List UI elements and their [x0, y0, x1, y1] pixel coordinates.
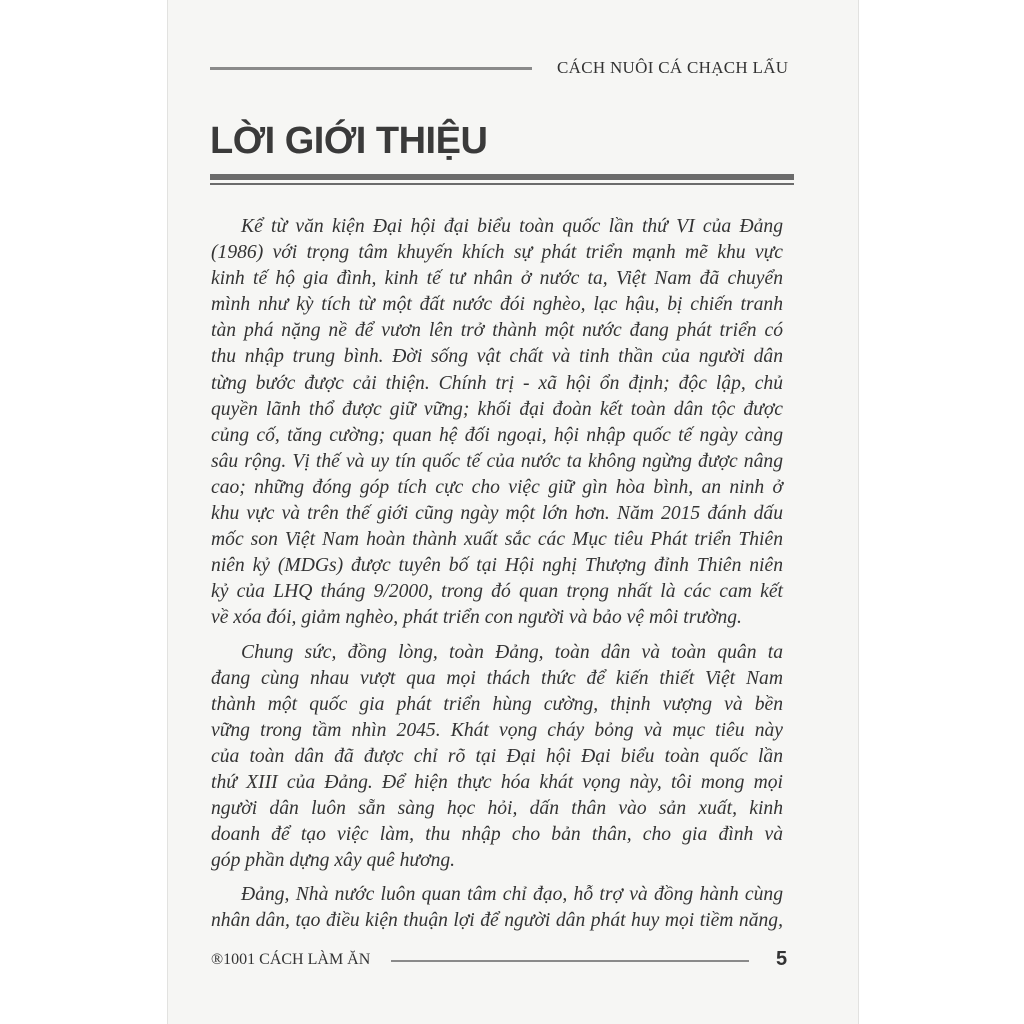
text-line: thu nhập trung bình. Đời sống vật chất và tinh thần của người dân — [211, 346, 783, 368]
page-number: 5 — [776, 948, 788, 970]
text-line: doanh để tạo việc làm, thu nhập cho bản thân, cho gia đình và — [211, 824, 783, 846]
title-rule-thick — [210, 174, 794, 180]
text-line: góp phần dựng xây quê hương. — [211, 850, 456, 872]
text-line: về xóa đói, giảm nghèo, phát triển con người và bảo vệ môi trường. — [211, 607, 742, 629]
paragraph — [211, 882, 783, 934]
text-line: củng cố, tăng cường; quan hệ đối ngoại, hội nhập quốc tế ngày càng — [211, 424, 783, 446]
text-line: từng bước được cải thiện. Chính trị - xã hội ổn định; độc lập, chủ — [211, 372, 783, 394]
text-line: niên kỷ (MDGs) được tuyên bố tại Hội nghị Thượng đỉnh Thiên niên — [211, 555, 783, 577]
footer-rule — [391, 960, 749, 962]
chapter-title: LỜI GIỚI THIỆU — [210, 120, 488, 162]
text-line: Chung sức, đồng lòng, toàn Đảng, toàn dân và toàn quân ta — [241, 641, 783, 663]
text-line: đang cùng nhau vượt qua mọi thách thức để kiến thiết Việt Nam — [211, 667, 783, 689]
text-line: của toàn dân đã được chỉ rõ tại Đại hội Đại biểu toàn quốc lần — [211, 745, 783, 767]
text-line: người dân luôn sẵn sàng học hỏi, dấn thân vào sản xuất, kinh — [211, 798, 783, 820]
text-line: tàn phá nặng nề để vươn lên trở thành một nước đang phát triển có — [211, 320, 783, 342]
paragraph — [211, 214, 783, 632]
text-line: kỷ của LHQ tháng 9/2000, trong đó quan trọng nhất là các cam kết — [211, 581, 783, 603]
header-rule — [210, 67, 532, 70]
text-line: cao; những đóng góp tích cực cho việc giữ gìn hòa bình, an ninh ở — [211, 476, 783, 498]
paragraph — [211, 640, 783, 875]
text-line: mốc son Việt Nam hoàn thành xuất sắc các Mục tiêu Phát triển Thiên — [211, 529, 783, 551]
text-line: thứ XIII của Đảng. Để hiện thực hóa khát vọng này, tôi mong mọi — [211, 771, 783, 793]
body-text — [211, 214, 783, 935]
text-line: (1986) với trọng tâm khuyến khích sự phát triển mạnh mẽ khu vực — [211, 242, 783, 264]
text-line: kinh tế hộ gia đình, kinh tế tư nhân ở nước ta, Việt Nam đã chuyển — [211, 268, 783, 290]
text-line: Đảng, Nhà nước luôn quan tâm chỉ đạo, hỗ trợ và đồng hành cùng — [241, 884, 783, 906]
running-head: CÁCH NUÔI CÁ CHẠCH LẤU — [557, 58, 789, 77]
text-line: thành một quốc gia phát triển hùng cường, thịnh vượng và bền — [211, 693, 783, 715]
title-rule-thin — [210, 183, 794, 185]
text-line: quyền lãnh thổ được giữ vững; khối đại đoàn kết toàn dân tộc được — [211, 398, 783, 420]
series-label: ®1001 CÁCH LÀM ĂN — [211, 951, 371, 968]
text-line: vững trong tầm nhìn 2045. Khát vọng cháy bỏng và mục tiêu này — [211, 719, 783, 741]
text-line: mình như kỳ tích từ một đất nước đói nghèo, lạc hậu, bị chiến tranh — [211, 294, 783, 316]
text-line: khu vực và trên thế giới cũng ngày một lớn hơn. Năm 2015 đánh dấu — [211, 503, 783, 525]
text-line: nhân dân, tạo điều kiện thuận lợi để người dân phát huy mọi tiềm năng, — [211, 910, 783, 932]
text-line: sâu rộng. Vị thế và uy tín quốc tế của nước ta không ngừng được nâng — [211, 450, 783, 472]
text-line: Kể từ văn kiện Đại hội đại biểu toàn quốc lần thứ VI của Đảng — [241, 216, 783, 237]
